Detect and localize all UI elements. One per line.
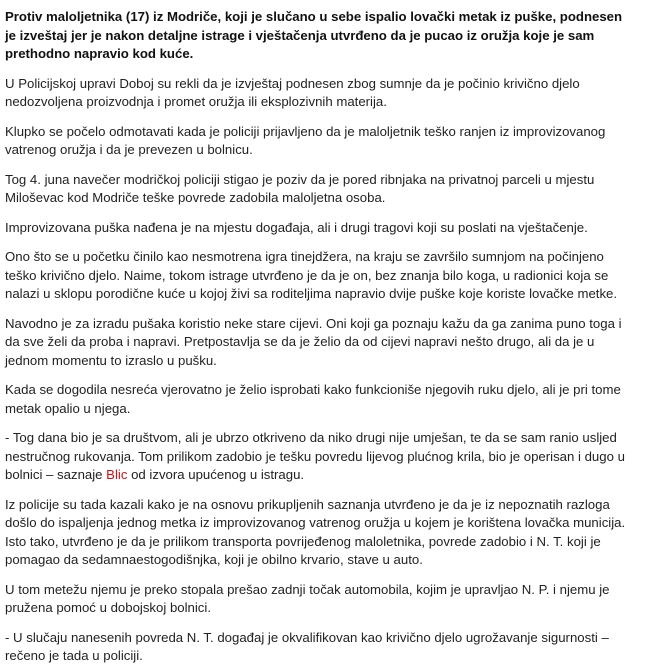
article-paragraph-1: U Policijskoj upravi Doboj su rekli da je izvještaj podnesen zbog sumnje da je počinio krivično djelo nedozvoljena proizvodnja i promet oružja ili eksplozivnih materija. [5, 75, 580, 109]
article-lead: Protiv maloljetnika (17) iz Modriče, koji je slučano u sebe ispalio lovački metak iz puške, podnesen je izveštaj jer je nakon detaljne istrage i vještačenja utvrđeno da je pucao iz oružja koje je sam prethodno napravio kod kuće. [5, 9, 623, 61]
article-paragraph-6: Navodno je za izradu pušaka koristio neke stare cijevi. Oni koji ga poznaju kažu da ga zanima puno toga i da sve želi da proba i napravi. Pretpostavlja se da je želio da od cijevi napravi nešto drugo, ali da je u jednom momentu to izraslo u pušku. [5, 315, 622, 368]
article-paragraph-5: Ono što se u početku činilo kao nesmotrena igra tinejdžera, na kraju se završilo sumnjom na počinjeno teško krivično djelo. Naime, tokom istrage utvrđeno je da je on, bez znanja bilo koga, u radionici koja se nalazi u sklopu porodične kuće u kojoj živi sa roditeljima napravio dvije puške koje koriste lovačke metke. [5, 249, 618, 301]
quote-text-after: od izvora upućenog u istragu. [127, 467, 305, 482]
article-paragraph-7: Kada se dogodila nesreća vjerovatno je želio isprobati kako funkcioniše njegovih ruku djelo, ali je pri tome metak opalio u njega. [5, 382, 621, 416]
article-paragraph-2: Klupko se počelo odmotavati kada je policiji prijavljeno da je maloljetnik teško ranjen iz improvizovanog vatrenog oružja i da je prevezen u bolnicu. [5, 123, 606, 157]
article-paragraph-9: Iz policije su tada kazali kako je na osnovu prikupljenih saznanja utvrđeno je da je iz nepoznatih razloga došlo do ispaljenja jednog metka iz improvizovanog vatrenog oružja u kojem je korištena lovačka municija. Isto tako, utvrđeno je da je prilikom transporta povrijeđenog maloletnika, povrede zadobio i N. T. koji je pomagao da sedamnaestogodišnjka, koji je obilno krvario, stave u auto. [5, 496, 626, 567]
blic-link[interactable]: Blic [106, 467, 128, 482]
article-paragraph-4: Improvizovana puška nađena je na mjestu događaja, ali i drugi tragovi koji su poslati na vještačenje. [5, 219, 588, 235]
article-paragraph-3: Tog 4. juna navečer modričkoj policiji stigao je poziv da je pored ribnjaka na privatnoj parceli u mjestu Miloševac kod Modriče teške povrede zadobila maloljetna osoba. [5, 171, 595, 205]
article-quote-paragraph [5, 429, 631, 485]
article-paragraph-10: U tom metežu njemu je preko stopala prešao zadnji točak automobila, kojim je upravljao N. P. i njemu je pružena pomoć u dobojskoj bolnici. [5, 581, 610, 615]
article-paragraph-11: - U slučaju nanesenih povreda N. T. događaj je okvalifikovan kao krivično djelo ugrožavanje sigurnosti – rečeno je tada u policiji. [5, 629, 609, 663]
quote-text-before: - Tog dana bio je sa društvom, ali je ubrzo otkriveno da niko drugi nije umješan, te da se sam ranio usljed nestručnog rukovanja. Tom prilikom zadobio je tešku povredu lijevog plućnog krila, bio je operisan i dugo u bolnici – saznaje [5, 430, 625, 482]
